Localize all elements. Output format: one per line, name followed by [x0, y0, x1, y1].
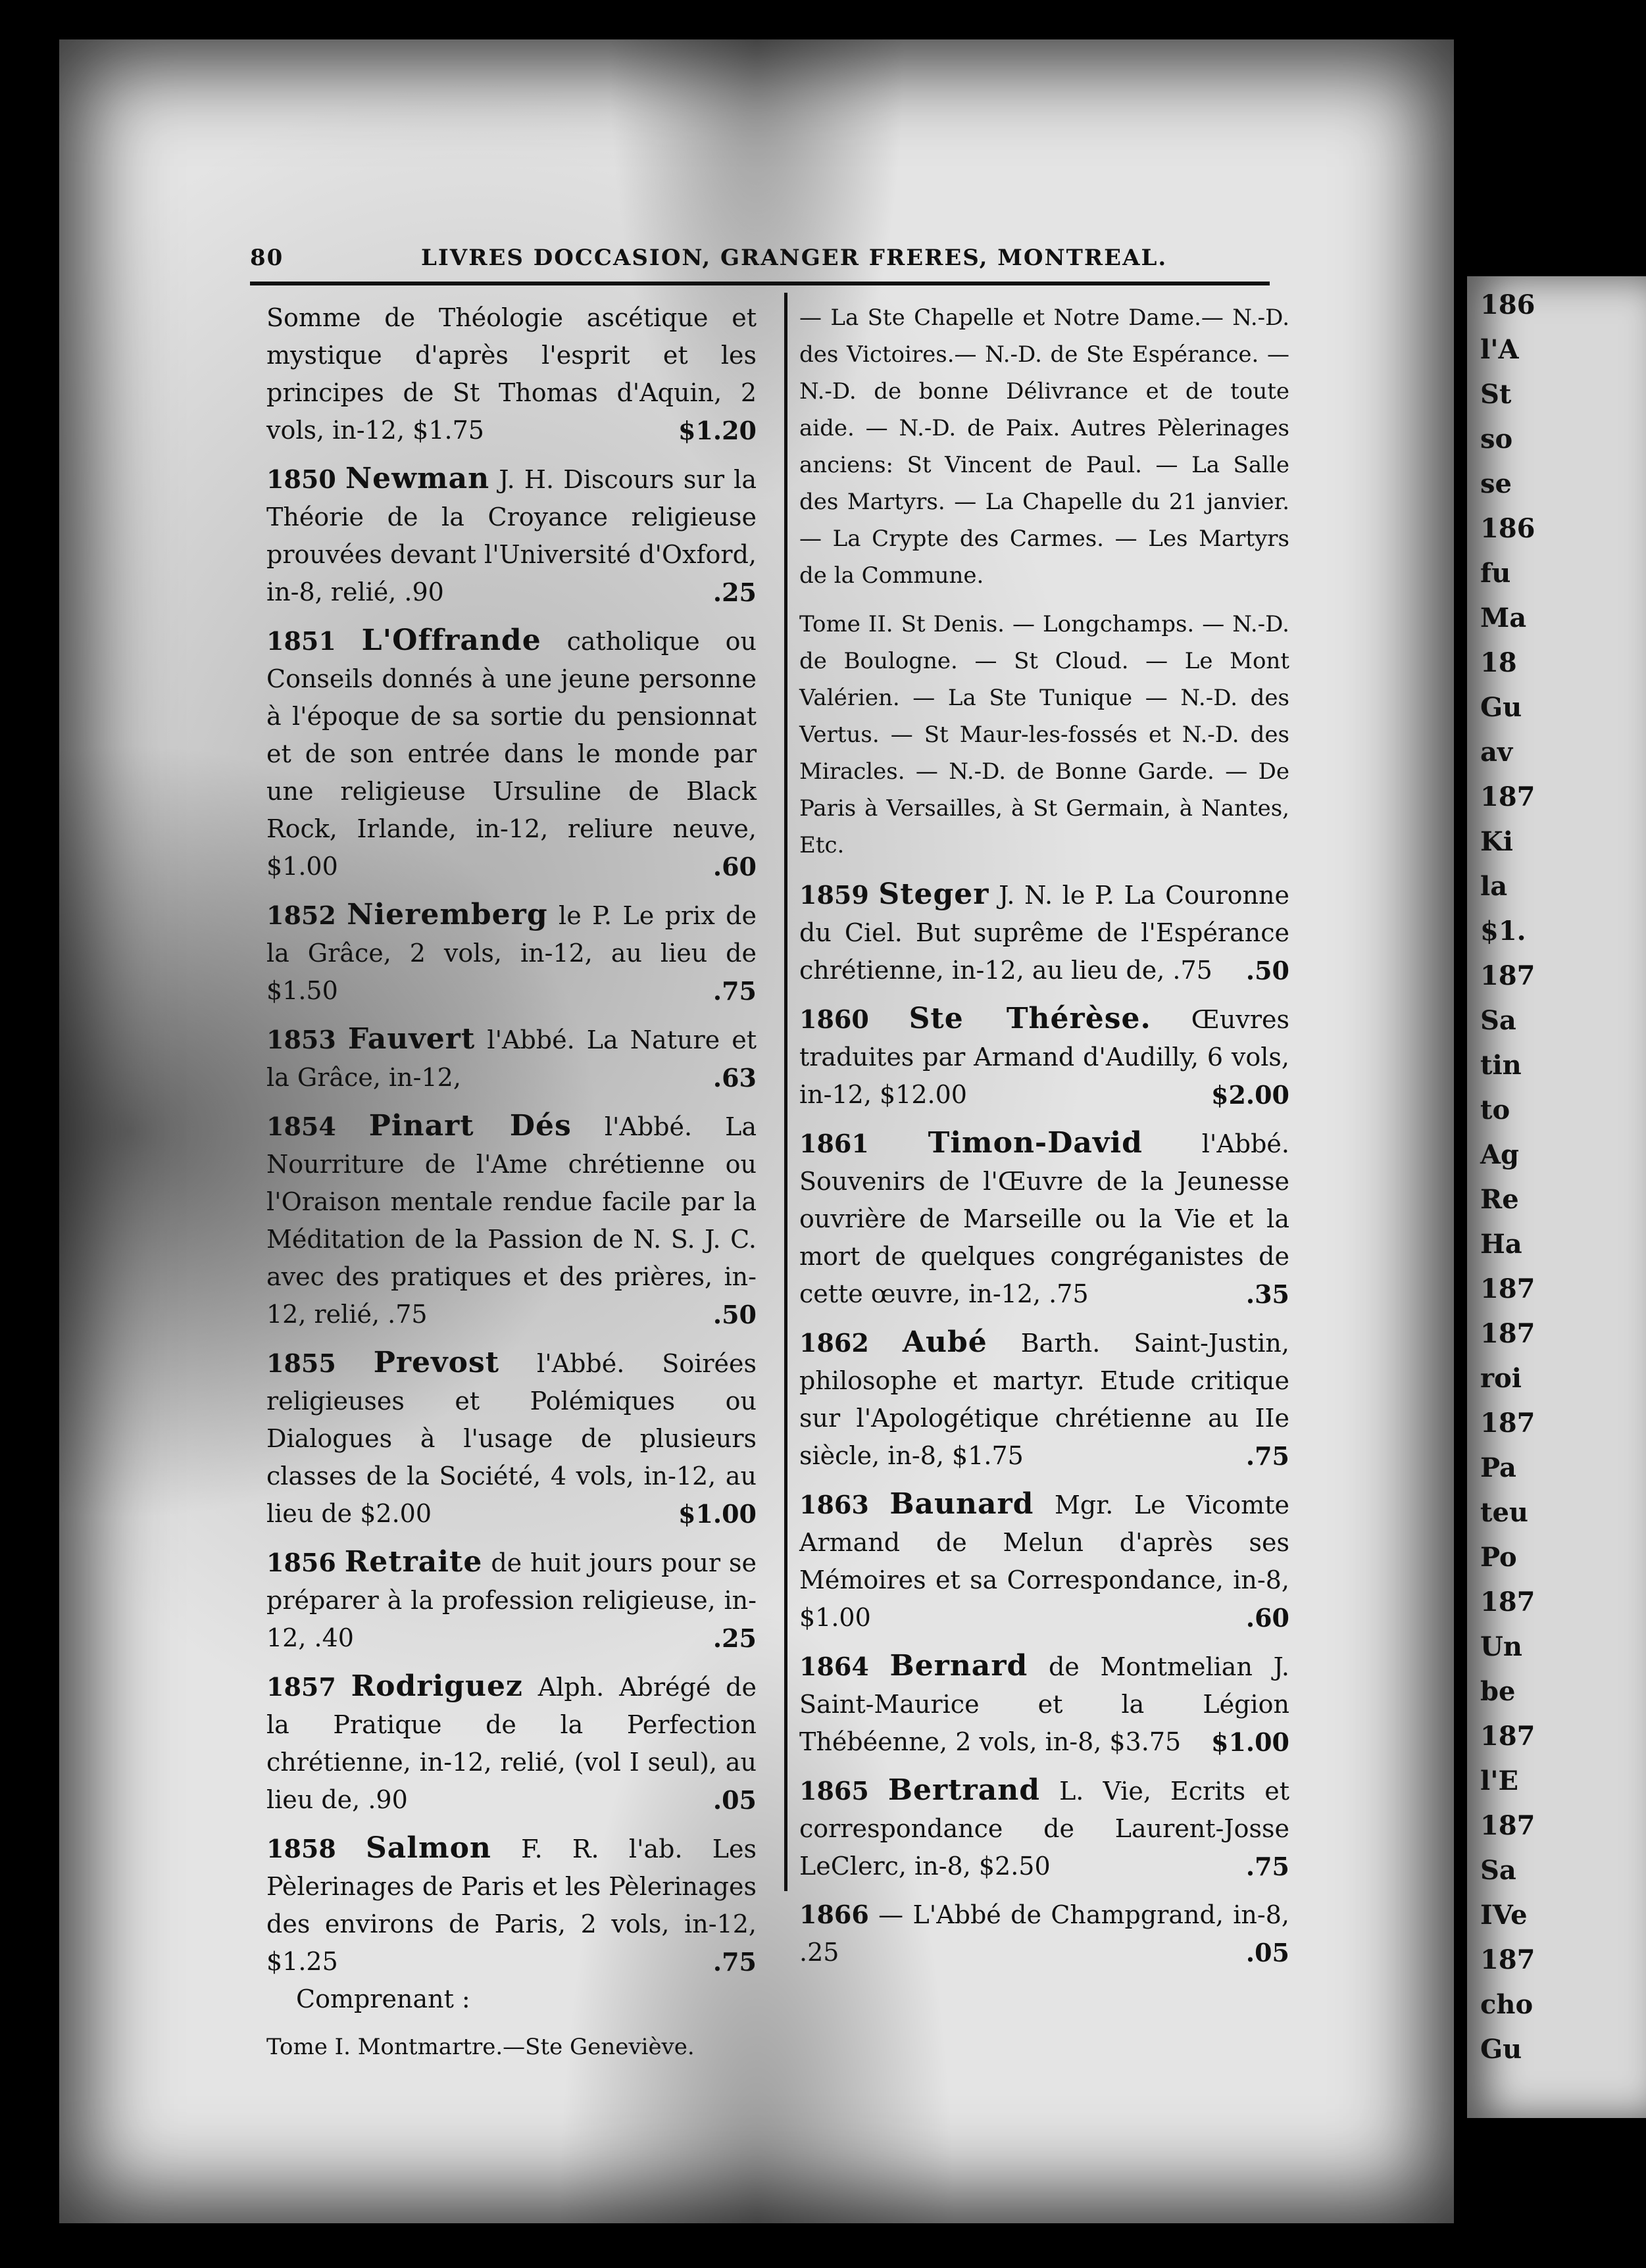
entry-price: .35	[1245, 1279, 1289, 1309]
catalog-entry	[799, 1124, 1289, 1313]
entry-description: l'Abbé. La Nourriture de l'Ame chrétienne ou l'Oraison mentale rendue facile par la Méditation de la Passion de N. S. J. C. avec des pratiques et des prières, in-12, relié, .75	[266, 1112, 757, 1329]
entry-number: 1852	[266, 900, 336, 930]
entry-description: Mgr. Le Vicomte Armand de Melun d'après ses Mémoires et sa Correspondance, in-8, $1.00	[799, 1491, 1289, 1632]
catalog-entry	[266, 896, 757, 1010]
right-contents-1: — La Ste Chapelle et Notre Dame.— N.-D. des Victoires.— N.-D. de Ste Espérance. — N.-D. de bonne Délivrance et de toute aide. — N.-D. de Paix. Autres Pèlerinages anciens: St Vincent de Paul. — La Salle des Martyrs. — La Chapelle du 21 janvier. — La Crypte des Carmes. — Les Martyrs de la Commune.	[799, 305, 1289, 589]
entry-price: $1.20	[678, 416, 757, 445]
entry-number: 1856	[266, 1548, 336, 1577]
entry-author: Prevost	[373, 1346, 500, 1379]
entry-author: Retraite	[344, 1545, 483, 1579]
entry-author: Steger	[878, 877, 989, 911]
facing-page-fragment: l'A	[1480, 334, 1519, 365]
left-contents: Tome I. Montmartre.—Ste Geneviève.	[266, 2034, 695, 2060]
entry-author: Nieremberg	[347, 898, 548, 931]
entry-description: L. Vie, Ecrits et correspondance de Laurent-Josse LeClerc, in-8, $2.50	[799, 1777, 1289, 1881]
entry-number: 1857	[266, 1672, 336, 1702]
facing-page-fragment: 187	[1480, 781, 1535, 812]
facing-page-fragment: be	[1480, 1676, 1516, 1707]
facing-page-fragment: av	[1480, 737, 1513, 768]
catalog-entry	[266, 1543, 757, 1657]
facing-page-fragment: Ma	[1480, 603, 1527, 633]
right-contents-2: Tome II. St Denis. — Longchamps. — N.-D. de Boulogne. — St Cloud. — Le Mont Valérien. — La Ste Tunique — N.-D. des Vertus. — St Maur-les-fossés et N.-D. des Miracles. — N.-D. de Bonne Garde. — De Paris à Versailles, à St Germain, à Nantes, Etc.	[799, 611, 1289, 858]
entry-description: le P. Le prix de la Grâce, 2 vols, in-12, au lieu de $1.50	[266, 901, 757, 1005]
entry-number: 1860	[799, 1004, 869, 1034]
right-entries	[799, 875, 1289, 1971]
entry-author: Newman	[345, 462, 490, 495]
entry-author: Rodriguez	[351, 1669, 523, 1703]
facing-page-fragment: Re	[1480, 1184, 1519, 1215]
entry-description: l'Abbé. La Nature et la Grâce, in-12,	[266, 1025, 757, 1092]
entry-price: .60	[1245, 1603, 1289, 1633]
catalog-entry	[266, 622, 757, 885]
facing-page-fragment: St	[1480, 379, 1512, 410]
facing-page-fragment: 187	[1480, 1273, 1535, 1304]
facing-page-edge	[1467, 276, 1646, 2118]
entry-description: de Montmelian J. Saint-Maurice et la Légion Thébéenne, 2 vols, in-8, $3.75	[799, 1652, 1289, 1756]
entry-author: Bernard	[889, 1649, 1028, 1683]
catalog-entry	[799, 1323, 1289, 1475]
facing-page-fragment: 187	[1480, 1944, 1535, 1975]
entry-price: $1.00	[678, 1499, 757, 1529]
facing-page-fragment: Gu	[1480, 692, 1522, 723]
entry-number: 1863	[799, 1490, 869, 1519]
entry-author: Fauvert	[347, 1022, 476, 1056]
entry-number: 1859	[799, 880, 869, 910]
page-number: 80	[250, 245, 284, 271]
catalog-entry	[266, 460, 757, 611]
entry-price: .75	[712, 1947, 757, 1977]
facing-page-fragment: Un	[1480, 1631, 1522, 1662]
facing-page-fragment: tin	[1480, 1050, 1522, 1081]
facing-page-fragment: $1.	[1480, 916, 1526, 947]
entry-price: .25	[712, 1623, 757, 1653]
facing-page-fragment: IVe	[1480, 1900, 1528, 1931]
catalog-entry	[799, 875, 1289, 989]
entry-description: de huit jours pour se préparer à la profession religieuse, in-12, .40	[266, 1548, 757, 1652]
facing-page-fragment: Sa	[1480, 1005, 1516, 1036]
entry-author: Timon-David	[928, 1126, 1143, 1160]
facing-page-fragment: 187	[1480, 960, 1535, 991]
entry-author: Bertrand	[887, 1773, 1040, 1807]
column-divider	[784, 293, 787, 1891]
entry-price: .60	[712, 852, 757, 881]
left-column	[266, 299, 757, 2077]
facing-page-fragment: Ha	[1480, 1229, 1522, 1260]
catalog-entry	[799, 1896, 1289, 1971]
entry-number: 1864	[799, 1652, 869, 1681]
entry-price: .75	[1245, 1852, 1289, 1881]
facing-page-fragment: 187	[1480, 1810, 1535, 1841]
entry-number: 1861	[799, 1129, 869, 1158]
catalog-entry	[266, 1829, 757, 2018]
entry-price: .50	[712, 1300, 757, 1329]
right-column	[799, 299, 1289, 1982]
entry-number: 1858	[266, 1834, 336, 1863]
entry-price: .50	[1245, 956, 1289, 985]
facing-page-fragment: la	[1480, 871, 1508, 902]
facing-page-fragment: 187	[1480, 1318, 1535, 1349]
facing-page-fragment: 186	[1480, 289, 1535, 320]
entry-number: 1854	[266, 1112, 336, 1141]
facing-page-fragment: 187	[1480, 1721, 1535, 1752]
entry-number: 1853	[266, 1025, 336, 1054]
entry-price: .75	[712, 976, 757, 1006]
facing-page-fragment: 187	[1480, 1587, 1535, 1617]
facing-page-fragment: to	[1480, 1095, 1510, 1125]
entry-number: 1850	[266, 464, 336, 494]
entry-description: catholique ou Conseils donnés à une jeune personne à l'époque de sa sortie du pensionnat et de son entrée dans le monde par une religieuse Ursuline de Black Rock, Irlande, in-12, reliure neuve, $1.00	[266, 627, 757, 881]
entry-author: L'Offrande	[361, 624, 541, 657]
entry-description: Œuvres traduites par Armand d'Audilly, 6 vols, in-12, $12.00	[799, 1005, 1289, 1109]
entry-author: Pinart Dés	[368, 1109, 572, 1143]
entry-description: Alph. Abrégé de la Pratique de la Perfection chrétienne, in-12, relié, (vol I seul), au lieu de, .90	[266, 1673, 757, 1814]
entry-author: Baunard	[889, 1487, 1034, 1521]
entry-description: l'Abbé. Souvenirs de l'Œuvre de la Jeunesse ouvrière de Marseille ou la Vie et la mort de quelques congréganistes de cette œuvre, in-12, .75	[799, 1129, 1289, 1308]
catalog-entry	[266, 1107, 757, 1333]
entry-number: 1865	[799, 1776, 869, 1806]
catalog-entry	[266, 1020, 757, 1097]
facing-page-fragment: teu	[1480, 1497, 1529, 1528]
entry-description: l'Abbé. Soirées religieuses et Polémiques ou Dialogues à l'usage de plusieurs classes de la Société, 4 vols, in-12, au lieu de $2.00	[266, 1349, 757, 1528]
catalog-entry	[266, 1667, 757, 1819]
facing-page-fragment: cho	[1480, 1989, 1534, 2020]
entry-price: .63	[712, 1063, 757, 1093]
catalog-entry	[266, 1344, 757, 1533]
left-entries	[266, 299, 757, 2018]
facing-page-fragment: Po	[1480, 1542, 1517, 1573]
entry-number: 1866	[799, 1900, 869, 1929]
facing-page-fragment: Sa	[1480, 1855, 1516, 1886]
entry-price: $2.00	[1211, 1080, 1289, 1110]
entry-price: .75	[1245, 1441, 1289, 1471]
header-rule	[250, 282, 1270, 285]
facing-page-fragment: 187	[1480, 1408, 1535, 1439]
entry-subheading: Comprenant :	[296, 1985, 470, 2013]
facing-page-fragment: 186	[1480, 513, 1535, 544]
entry-description: J. N. le P. La Couronne du Ciel. But suprême de l'Espérance chrétienne, in-12, au lieu de, .75	[799, 881, 1289, 985]
catalog-entry	[799, 1485, 1289, 1637]
entry-number: 1855	[266, 1348, 336, 1378]
catalog-entry	[799, 1771, 1289, 1885]
facing-page-fragment: Pa	[1480, 1452, 1516, 1483]
facing-page-fragment: fu	[1480, 558, 1511, 589]
entry-price: .05	[1245, 1938, 1289, 1967]
entry-description: — L'Abbé de Champgrand, in-8, .25	[799, 1900, 1289, 1967]
catalog-entry	[799, 1647, 1289, 1761]
facing-page-fragment: 18	[1480, 647, 1517, 678]
facing-page-fragment: Gu	[1480, 2034, 1522, 2065]
page-header	[250, 245, 1270, 284]
facing-page-fragment: Ki	[1480, 826, 1513, 857]
entry-price: .05	[712, 1785, 757, 1815]
entry-description: Barth. Saint-Justin, philosophe et martyr. Etude critique sur l'Apologétique chrétienne au IIe siècle, in-8, $1.75	[799, 1329, 1289, 1470]
catalog-entry	[266, 299, 757, 449]
facing-page-fragment: so	[1480, 424, 1513, 455]
facing-page-fragment: l'E	[1480, 1765, 1518, 1796]
entry-description: Somme de Théologie ascétique et mystique d'après l'esprit et les principes de St Thomas d'Aquin, 2 vols, in-12, $1.75	[266, 303, 757, 445]
entry-author: Aubé	[902, 1325, 987, 1359]
entry-number: 1862	[799, 1328, 869, 1358]
catalog-entry	[799, 1000, 1289, 1114]
entry-author: Ste Thérèse.	[909, 1002, 1151, 1035]
facing-page-fragment: Ag	[1480, 1139, 1520, 1170]
entry-price: .25	[712, 578, 757, 607]
facing-page-fragment: se	[1480, 468, 1512, 499]
facing-page-fragment: roi	[1480, 1363, 1522, 1394]
running-title: LIVRES DOCCASION, GRANGER FRERES, MONTREAL.	[421, 245, 1168, 271]
entry-description: F. R. l'ab. Les Pèlerinages de Paris et les Pèlerinages des environs de Paris, 2 vols, in-12, $1.25	[266, 1835, 757, 1976]
entry-description: J. H. Discours sur la Théorie de la Croyance religieuse prouvées devant l'Université d'Oxford, in-8, relié, .90	[266, 465, 757, 606]
entry-price: $1.00	[1211, 1727, 1289, 1757]
entry-number: 1851	[266, 626, 336, 656]
entry-author: Salmon	[366, 1831, 491, 1865]
